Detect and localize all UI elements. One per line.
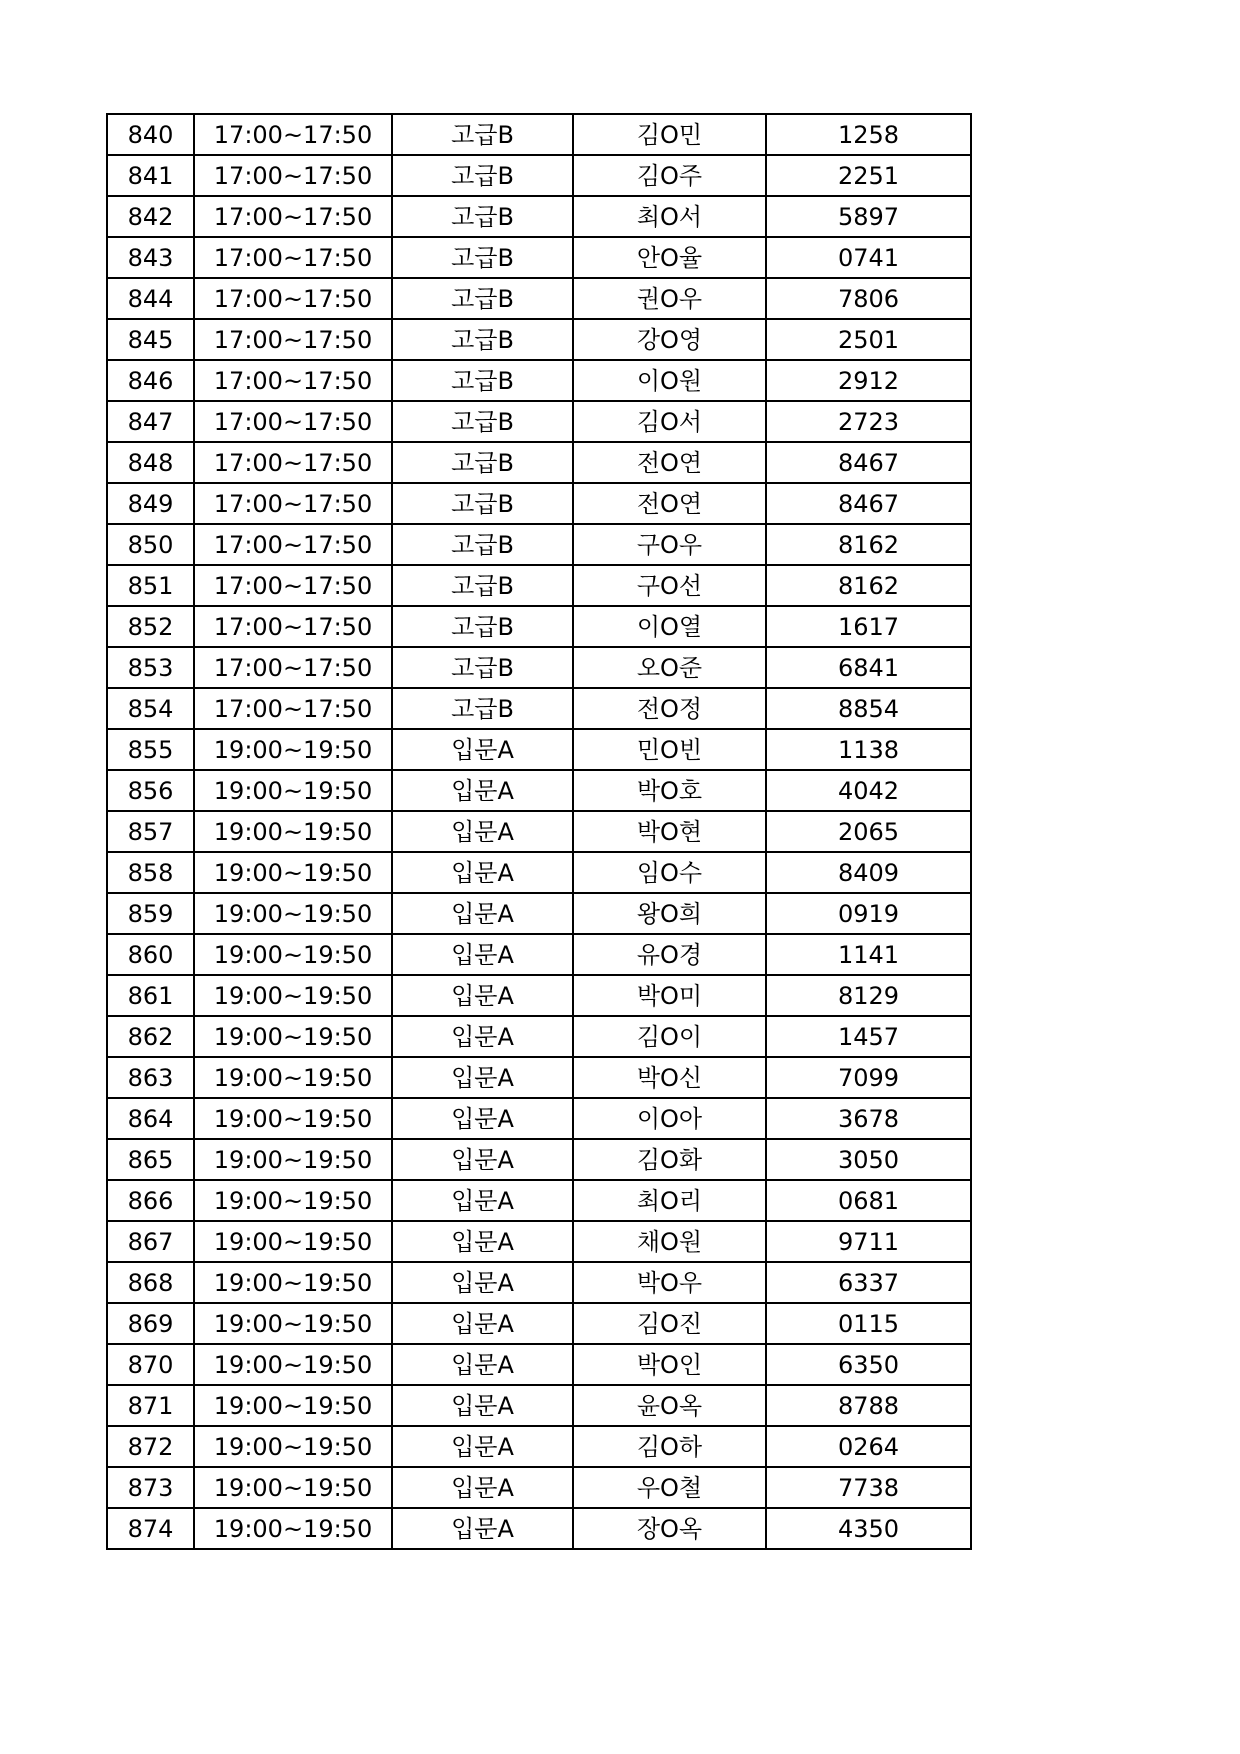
student-name-cell: 김O이	[573, 1016, 766, 1057]
time-slot-cell: 19:00~19:50	[194, 1426, 392, 1467]
student-name-cell: 박O호	[573, 770, 766, 811]
student-name-cell: 구O우	[573, 524, 766, 565]
time-slot-cell: 17:00~17:50	[194, 196, 392, 237]
student-name-cell: 전O연	[573, 483, 766, 524]
row-number-cell: 863	[107, 1057, 194, 1098]
time-slot-cell: 17:00~17:50	[194, 401, 392, 442]
row-number-cell: 841	[107, 155, 194, 196]
id-code-cell: 7099	[766, 1057, 971, 1098]
class-level-cell: 입문A	[392, 811, 573, 852]
table-row	[107, 1098, 971, 1139]
student-name-cell: 김O민	[573, 114, 766, 155]
id-code-cell: 6337	[766, 1262, 971, 1303]
table-row	[107, 1221, 971, 1262]
student-name-cell: 김O서	[573, 401, 766, 442]
id-code-cell: 8162	[766, 524, 971, 565]
class-level-cell: 입문A	[392, 729, 573, 770]
class-level-cell: 입문A	[392, 1057, 573, 1098]
table-row	[107, 1303, 971, 1344]
row-number-cell: 872	[107, 1426, 194, 1467]
row-number-cell: 851	[107, 565, 194, 606]
roster-sheet	[106, 113, 970, 1550]
row-number-cell: 853	[107, 647, 194, 688]
time-slot-cell: 17:00~17:50	[194, 688, 392, 729]
table-row	[107, 196, 971, 237]
row-number-cell: 871	[107, 1385, 194, 1426]
student-name-cell: 박O현	[573, 811, 766, 852]
table-row	[107, 934, 971, 975]
time-slot-cell: 19:00~19:50	[194, 1508, 392, 1549]
student-name-cell: 이O원	[573, 360, 766, 401]
id-code-cell: 1258	[766, 114, 971, 155]
row-number-cell: 850	[107, 524, 194, 565]
time-slot-cell: 17:00~17:50	[194, 237, 392, 278]
id-code-cell: 8854	[766, 688, 971, 729]
id-code-cell: 2251	[766, 155, 971, 196]
student-name-cell: 김O화	[573, 1139, 766, 1180]
id-code-cell: 2501	[766, 319, 971, 360]
student-name-cell: 안O율	[573, 237, 766, 278]
class-level-cell: 입문A	[392, 1426, 573, 1467]
id-code-cell: 8162	[766, 565, 971, 606]
student-name-cell: 전O연	[573, 442, 766, 483]
class-level-cell: 고급B	[392, 401, 573, 442]
time-slot-cell: 19:00~19:50	[194, 1344, 392, 1385]
row-number-cell: 873	[107, 1467, 194, 1508]
table-row	[107, 278, 971, 319]
student-name-cell: 오O준	[573, 647, 766, 688]
class-level-cell: 고급B	[392, 196, 573, 237]
row-number-cell: 874	[107, 1508, 194, 1549]
class-level-cell: 고급B	[392, 606, 573, 647]
class-level-cell: 고급B	[392, 155, 573, 196]
table-row	[107, 647, 971, 688]
row-number-cell: 855	[107, 729, 194, 770]
class-level-cell: 고급B	[392, 483, 573, 524]
table-row	[107, 770, 971, 811]
class-level-cell: 입문A	[392, 1385, 573, 1426]
time-slot-cell: 19:00~19:50	[194, 729, 392, 770]
student-name-cell: 박O신	[573, 1057, 766, 1098]
table-row	[107, 319, 971, 360]
id-code-cell: 3050	[766, 1139, 971, 1180]
id-code-cell: 7738	[766, 1467, 971, 1508]
id-code-cell: 3678	[766, 1098, 971, 1139]
student-name-cell: 박O미	[573, 975, 766, 1016]
id-code-cell: 1617	[766, 606, 971, 647]
student-name-cell: 임O수	[573, 852, 766, 893]
student-name-cell: 구O선	[573, 565, 766, 606]
id-code-cell: 0681	[766, 1180, 971, 1221]
class-level-cell: 입문A	[392, 1221, 573, 1262]
row-number-cell: 866	[107, 1180, 194, 1221]
time-slot-cell: 19:00~19:50	[194, 1467, 392, 1508]
table-row	[107, 524, 971, 565]
time-slot-cell: 17:00~17:50	[194, 360, 392, 401]
time-slot-cell: 19:00~19:50	[194, 1139, 392, 1180]
class-level-cell: 고급B	[392, 647, 573, 688]
table-row	[107, 852, 971, 893]
table-row	[107, 565, 971, 606]
id-code-cell: 2912	[766, 360, 971, 401]
row-number-cell: 846	[107, 360, 194, 401]
class-level-cell: 고급B	[392, 114, 573, 155]
time-slot-cell: 17:00~17:50	[194, 606, 392, 647]
student-name-cell: 왕O희	[573, 893, 766, 934]
table-row	[107, 688, 971, 729]
student-name-cell: 민O빈	[573, 729, 766, 770]
id-code-cell: 1141	[766, 934, 971, 975]
student-name-cell: 김O하	[573, 1426, 766, 1467]
table-row	[107, 975, 971, 1016]
table-row	[107, 1344, 971, 1385]
table-row	[107, 401, 971, 442]
row-number-cell: 849	[107, 483, 194, 524]
table-row	[107, 1139, 971, 1180]
class-level-cell: 고급B	[392, 319, 573, 360]
class-level-cell: 입문A	[392, 975, 573, 1016]
table-row	[107, 442, 971, 483]
time-slot-cell: 19:00~19:50	[194, 1385, 392, 1426]
class-level-cell: 입문A	[392, 1344, 573, 1385]
time-slot-cell: 19:00~19:50	[194, 811, 392, 852]
id-code-cell: 0115	[766, 1303, 971, 1344]
student-name-cell: 이O열	[573, 606, 766, 647]
student-name-cell: 박O우	[573, 1262, 766, 1303]
time-slot-cell: 19:00~19:50	[194, 1057, 392, 1098]
table-row	[107, 1385, 971, 1426]
student-name-cell: 권O우	[573, 278, 766, 319]
class-level-cell: 고급B	[392, 442, 573, 483]
class-level-cell: 입문A	[392, 1508, 573, 1549]
roster-table-body	[107, 114, 971, 1549]
time-slot-cell: 17:00~17:50	[194, 319, 392, 360]
row-number-cell: 865	[107, 1139, 194, 1180]
table-row	[107, 729, 971, 770]
time-slot-cell: 17:00~17:50	[194, 442, 392, 483]
time-slot-cell: 19:00~19:50	[194, 893, 392, 934]
id-code-cell: 8129	[766, 975, 971, 1016]
row-number-cell: 859	[107, 893, 194, 934]
row-number-cell: 845	[107, 319, 194, 360]
table-row	[107, 1057, 971, 1098]
id-code-cell: 5897	[766, 196, 971, 237]
id-code-cell: 6841	[766, 647, 971, 688]
table-row	[107, 1467, 971, 1508]
row-number-cell: 867	[107, 1221, 194, 1262]
time-slot-cell: 17:00~17:50	[194, 524, 392, 565]
student-name-cell: 최O리	[573, 1180, 766, 1221]
id-code-cell: 2723	[766, 401, 971, 442]
class-level-cell: 입문A	[392, 1180, 573, 1221]
student-name-cell: 우O철	[573, 1467, 766, 1508]
class-level-cell: 고급B	[392, 237, 573, 278]
roster-table	[106, 113, 972, 1550]
id-code-cell: 0264	[766, 1426, 971, 1467]
row-number-cell: 857	[107, 811, 194, 852]
class-level-cell: 입문A	[392, 934, 573, 975]
class-level-cell: 고급B	[392, 688, 573, 729]
table-row	[107, 155, 971, 196]
id-code-cell: 2065	[766, 811, 971, 852]
class-level-cell: 입문A	[392, 770, 573, 811]
row-number-cell: 858	[107, 852, 194, 893]
row-number-cell: 860	[107, 934, 194, 975]
row-number-cell: 844	[107, 278, 194, 319]
id-code-cell: 1138	[766, 729, 971, 770]
time-slot-cell: 17:00~17:50	[194, 155, 392, 196]
student-name-cell: 전O정	[573, 688, 766, 729]
student-name-cell: 장O옥	[573, 1508, 766, 1549]
time-slot-cell: 19:00~19:50	[194, 934, 392, 975]
row-number-cell: 869	[107, 1303, 194, 1344]
time-slot-cell: 17:00~17:50	[194, 278, 392, 319]
class-level-cell: 입문A	[392, 893, 573, 934]
id-code-cell: 0741	[766, 237, 971, 278]
id-code-cell: 4350	[766, 1508, 971, 1549]
class-level-cell: 입문A	[392, 1262, 573, 1303]
row-number-cell: 842	[107, 196, 194, 237]
table-row	[107, 483, 971, 524]
student-name-cell: 이O아	[573, 1098, 766, 1139]
time-slot-cell: 19:00~19:50	[194, 1221, 392, 1262]
time-slot-cell: 19:00~19:50	[194, 852, 392, 893]
class-level-cell: 입문A	[392, 1098, 573, 1139]
class-level-cell: 입문A	[392, 1303, 573, 1344]
time-slot-cell: 17:00~17:50	[194, 114, 392, 155]
row-number-cell: 870	[107, 1344, 194, 1385]
time-slot-cell: 19:00~19:50	[194, 770, 392, 811]
id-code-cell: 8467	[766, 483, 971, 524]
student-name-cell: 박O인	[573, 1344, 766, 1385]
time-slot-cell: 19:00~19:50	[194, 1262, 392, 1303]
id-code-cell: 8467	[766, 442, 971, 483]
table-row	[107, 1262, 971, 1303]
student-name-cell: 윤O옥	[573, 1385, 766, 1426]
time-slot-cell: 17:00~17:50	[194, 483, 392, 524]
row-number-cell: 843	[107, 237, 194, 278]
id-code-cell: 0919	[766, 893, 971, 934]
class-level-cell: 입문A	[392, 1016, 573, 1057]
time-slot-cell: 19:00~19:50	[194, 1180, 392, 1221]
table-row	[107, 114, 971, 155]
row-number-cell: 856	[107, 770, 194, 811]
row-number-cell: 864	[107, 1098, 194, 1139]
row-number-cell: 848	[107, 442, 194, 483]
time-slot-cell: 19:00~19:50	[194, 1098, 392, 1139]
id-code-cell: 8788	[766, 1385, 971, 1426]
row-number-cell: 840	[107, 114, 194, 155]
id-code-cell: 1457	[766, 1016, 971, 1057]
table-row	[107, 237, 971, 278]
student-name-cell: 김O진	[573, 1303, 766, 1344]
id-code-cell: 6350	[766, 1344, 971, 1385]
class-level-cell: 고급B	[392, 524, 573, 565]
class-level-cell: 입문A	[392, 1467, 573, 1508]
id-code-cell: 4042	[766, 770, 971, 811]
row-number-cell: 854	[107, 688, 194, 729]
student-name-cell: 강O영	[573, 319, 766, 360]
student-name-cell: 최O서	[573, 196, 766, 237]
table-row	[107, 1508, 971, 1549]
time-slot-cell: 17:00~17:50	[194, 647, 392, 688]
student-name-cell: 채O원	[573, 1221, 766, 1262]
row-number-cell: 852	[107, 606, 194, 647]
table-row	[107, 811, 971, 852]
time-slot-cell: 19:00~19:50	[194, 1303, 392, 1344]
id-code-cell: 9711	[766, 1221, 971, 1262]
student-name-cell: 김O주	[573, 155, 766, 196]
class-level-cell: 고급B	[392, 565, 573, 606]
row-number-cell: 861	[107, 975, 194, 1016]
student-name-cell: 유O경	[573, 934, 766, 975]
table-row	[107, 606, 971, 647]
class-level-cell: 고급B	[392, 278, 573, 319]
table-row	[107, 893, 971, 934]
class-level-cell: 입문A	[392, 852, 573, 893]
table-row	[107, 1426, 971, 1467]
row-number-cell: 847	[107, 401, 194, 442]
id-code-cell: 8409	[766, 852, 971, 893]
row-number-cell: 862	[107, 1016, 194, 1057]
class-level-cell: 입문A	[392, 1139, 573, 1180]
table-row	[107, 1180, 971, 1221]
row-number-cell: 868	[107, 1262, 194, 1303]
id-code-cell: 7806	[766, 278, 971, 319]
time-slot-cell: 17:00~17:50	[194, 565, 392, 606]
table-row	[107, 360, 971, 401]
class-level-cell: 고급B	[392, 360, 573, 401]
time-slot-cell: 19:00~19:50	[194, 1016, 392, 1057]
time-slot-cell: 19:00~19:50	[194, 975, 392, 1016]
table-row	[107, 1016, 971, 1057]
